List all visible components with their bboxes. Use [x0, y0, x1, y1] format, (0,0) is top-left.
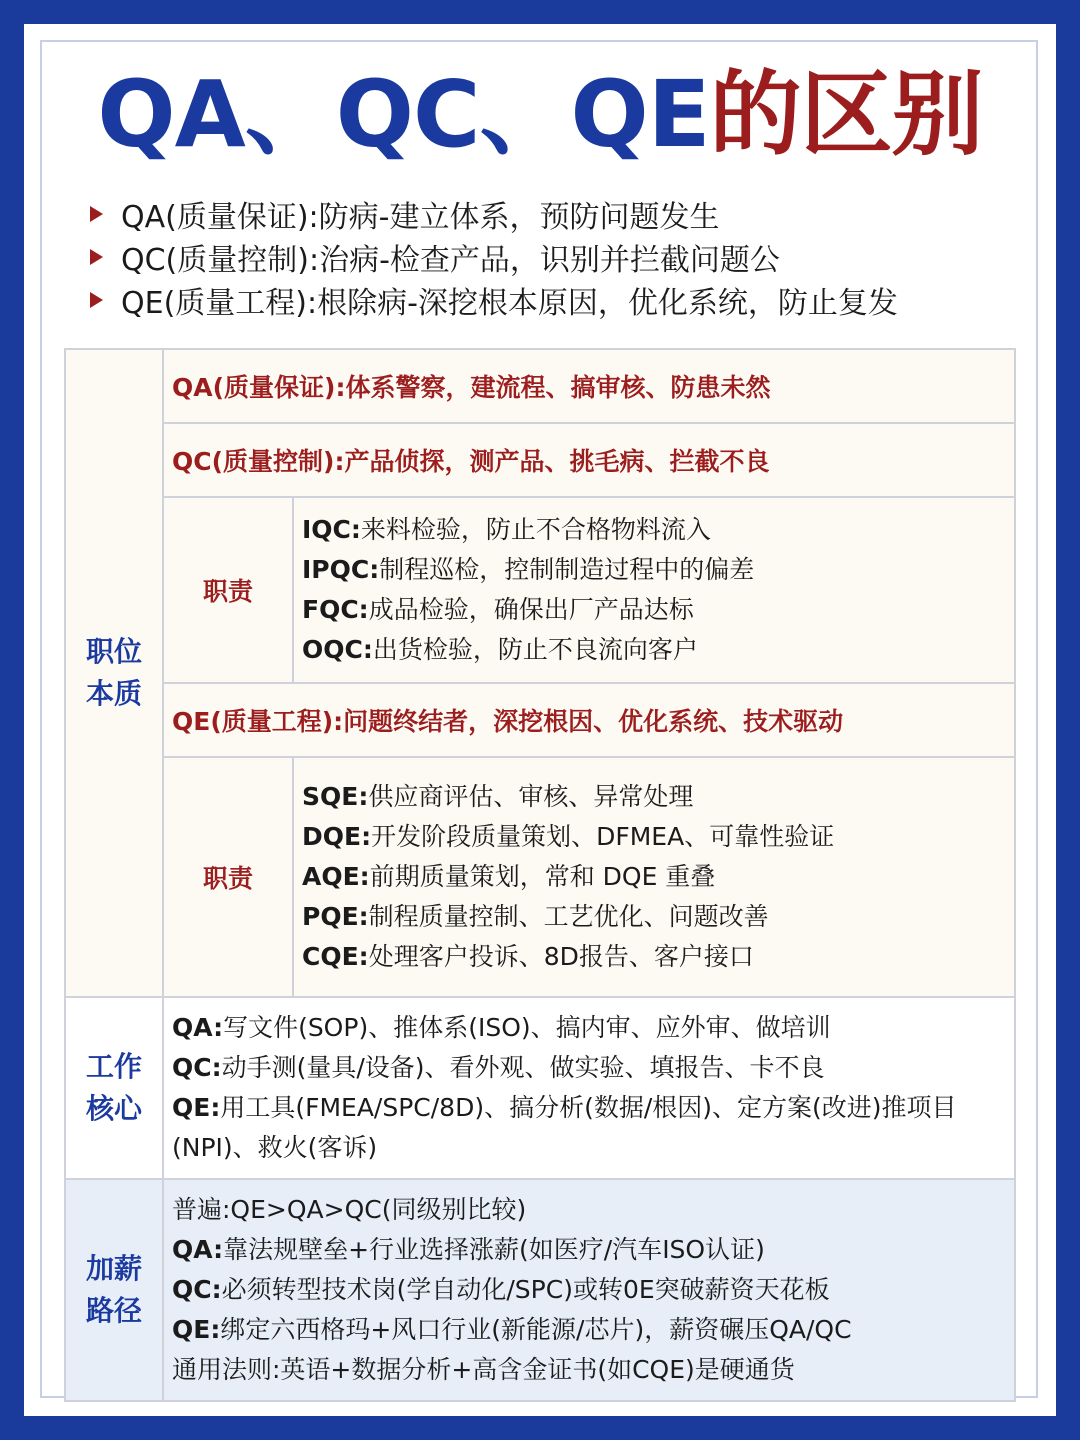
- salary-path-cell: [163, 1179, 1015, 1401]
- qe-duty-label: 职责: [163, 757, 293, 997]
- qc-essence: QC(质量控制):产品侦探，测产品、挑毛病、拦截不良: [163, 423, 1015, 497]
- summary-bullets: [90, 192, 898, 321]
- qe-essence: QE(质量工程):问题终结者，深挖根因、优化系统、技术驱动: [163, 683, 1015, 757]
- row-head-work: 工作核心: [65, 997, 163, 1179]
- bullet-qe: QE(质量工程):根除病-深挖根本原因，优化系统，防止复发: [90, 278, 898, 321]
- list-item: (NPI)、救火(客诉): [172, 1133, 378, 1162]
- list-item: FQC:成品检验，确保出厂产品达标: [302, 595, 694, 624]
- qa-essence: QA(质量保证):体系警察，建流程、搞审核、防患未然: [163, 349, 1015, 423]
- list-item: IQC:来料检验，防止不合格物料流入: [302, 515, 711, 544]
- bullet-qa: QA(质量保证):防病-建立体系，预防问题发生: [90, 192, 898, 235]
- qc-duty-label: 职责: [163, 497, 293, 683]
- poster-card: [24, 24, 1056, 1416]
- page-title: [24, 60, 1056, 170]
- list-item: IPQC:制程巡检，控制制造过程中的偏差: [302, 555, 755, 584]
- triangle-bullet-icon: [90, 292, 103, 308]
- title-part-roles: QA、QC、QE: [97, 61, 710, 168]
- list-item: QC:必须转型技术岗(学自动化/SPC)或转0E突破薪资天花板: [172, 1275, 830, 1304]
- bullet-qc: QC(质量控制):治病-检查产品，识别并拦截问题公: [90, 235, 898, 278]
- list-item: 通用法则:英语+数据分析+高含金证书(如CQE)是硬通货: [172, 1355, 795, 1384]
- row-head-salary: 加薪路径: [65, 1179, 163, 1401]
- list-item: OQC:出货检验，防止不良流向客户: [302, 635, 698, 664]
- list-item: QA:靠法规壁垒+行业选择涨薪(如医疗/汽车ISO认证): [172, 1235, 765, 1264]
- list-item: QC:动手测(量具/设备)、看外观、做实验、填报告、卡不良: [172, 1053, 825, 1082]
- qc-duty-list: [293, 497, 1015, 683]
- work-core-cell: [163, 997, 1015, 1179]
- triangle-bullet-icon: [90, 206, 103, 222]
- qe-duty-list: [293, 757, 1015, 997]
- list-item: 普遍:QE>QA>QC(同级别比较): [172, 1195, 527, 1224]
- list-item: PQE:制程质量控制、工艺优化、问题改善: [302, 902, 769, 931]
- list-item: CQE:处理客户投诉、8D报告、客户接口: [302, 942, 754, 971]
- row-head-essence: 职位本质: [65, 349, 163, 997]
- list-item: SQE:供应商评估、审核、异常处理: [302, 782, 694, 811]
- list-item: QE:用工具(FMEA/SPC/8D)、搞分析(数据/根因)、定方案(改进)推项目: [172, 1093, 957, 1122]
- list-item: AQE:前期质量策划，常和 DQE 重叠: [302, 862, 716, 891]
- triangle-bullet-icon: [90, 249, 103, 265]
- title-part-difference: 的区别: [709, 61, 983, 168]
- list-item: QA:写文件(SOP)、推体系(ISO)、搞内审、应外审、做培训: [172, 1013, 831, 1042]
- list-item: DQE:开发阶段质量策划、DFMEA、可靠性验证: [302, 822, 835, 851]
- comparison-table: [64, 348, 1016, 1402]
- list-item: QE:绑定六西格玛+风口行业(新能源/芯片)，薪资碾压QA/QC: [172, 1315, 852, 1344]
